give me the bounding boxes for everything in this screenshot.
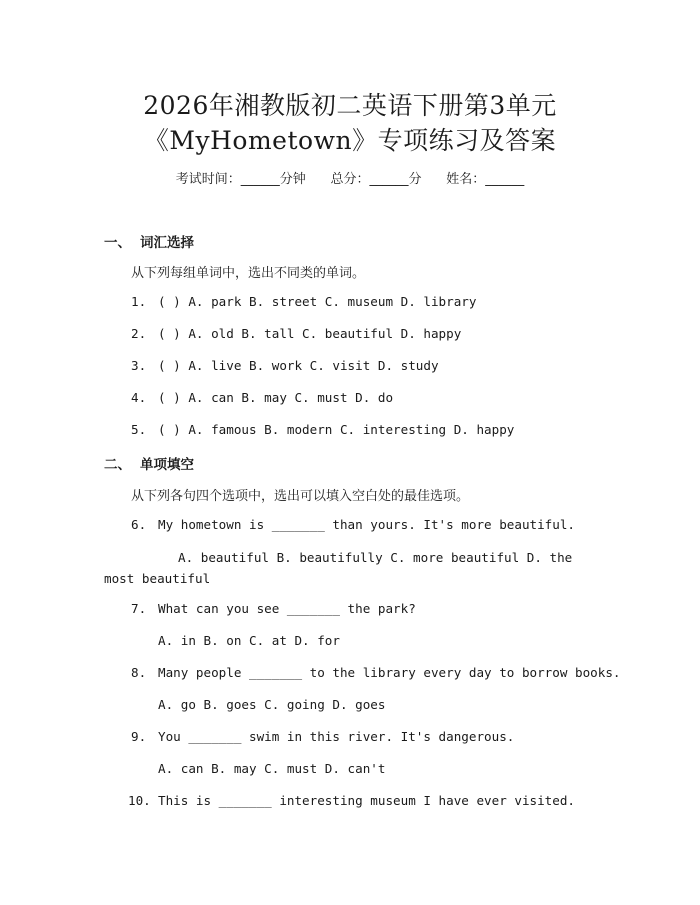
- section-1-instruction: 从下列每组单词中，选出不同类的单词。: [131, 266, 366, 281]
- question-text: This is _______ interesting museum I have ever visited.: [158, 793, 576, 808]
- question-number: 2.: [131, 326, 147, 341]
- section-1-title: 词汇选择: [140, 235, 194, 251]
- question-text: ( ) A. can B. may C. must D. do: [158, 390, 394, 405]
- title-line-2: 《MyHometown》专项练习及答案: [143, 126, 557, 155]
- title-line-1: 2026年湘教版初二英语下册第3单元: [143, 91, 557, 120]
- question-options: A. go B. goes C. going D. goes: [158, 697, 386, 712]
- question-number: 6.: [131, 517, 147, 532]
- section-1-number: 一、: [104, 235, 131, 251]
- question-number: 8.: [131, 665, 147, 680]
- question-number: 9.: [131, 729, 147, 744]
- question-options: A. beautiful B. beautifully C. more beautiful D. the most beautiful: [104, 550, 573, 586]
- question-text: What can you see _______ the park?: [158, 601, 416, 616]
- question-options: A. in B. on C. at D. for: [158, 633, 340, 648]
- question-options: A. can B. may C. must D. can't: [158, 761, 386, 776]
- question-number: 3.: [131, 358, 147, 373]
- question-text: ( ) A. park B. street C. museum D. library: [158, 294, 477, 309]
- question-text: You _______ swim in this river. It's dangerous.: [158, 729, 515, 744]
- question-text: Many people _______ to the library every day to borrow books.: [158, 665, 621, 680]
- question-number: 4.: [131, 390, 147, 405]
- section-2-heading: [104, 453, 194, 473]
- section-2-instruction: 从下列各句四个选项中，选出可以填入空白处的最佳选项。: [131, 489, 470, 504]
- question-number: 10.: [128, 793, 151, 808]
- section-2-title: 单项填空: [140, 457, 194, 473]
- question-text: ( ) A. famous B. modern C. interesting D. happy: [158, 422, 515, 437]
- question-text: ( ) A. old B. tall C. beautiful D. happy: [158, 326, 462, 341]
- section-2-number: 二、: [104, 457, 131, 473]
- question-number: 1.: [131, 294, 147, 309]
- exam-meta-line: 考试时间：______分钟 总分：______分 姓名：______: [175, 172, 525, 187]
- section-1-heading: [104, 231, 194, 251]
- question-text: My hometown is _______ than yours. It's more beautiful.: [158, 517, 576, 532]
- question-number: 7.: [131, 601, 147, 616]
- question-text: ( ) A. live B. work C. visit D. study: [158, 358, 439, 373]
- question-number: 5.: [131, 422, 147, 437]
